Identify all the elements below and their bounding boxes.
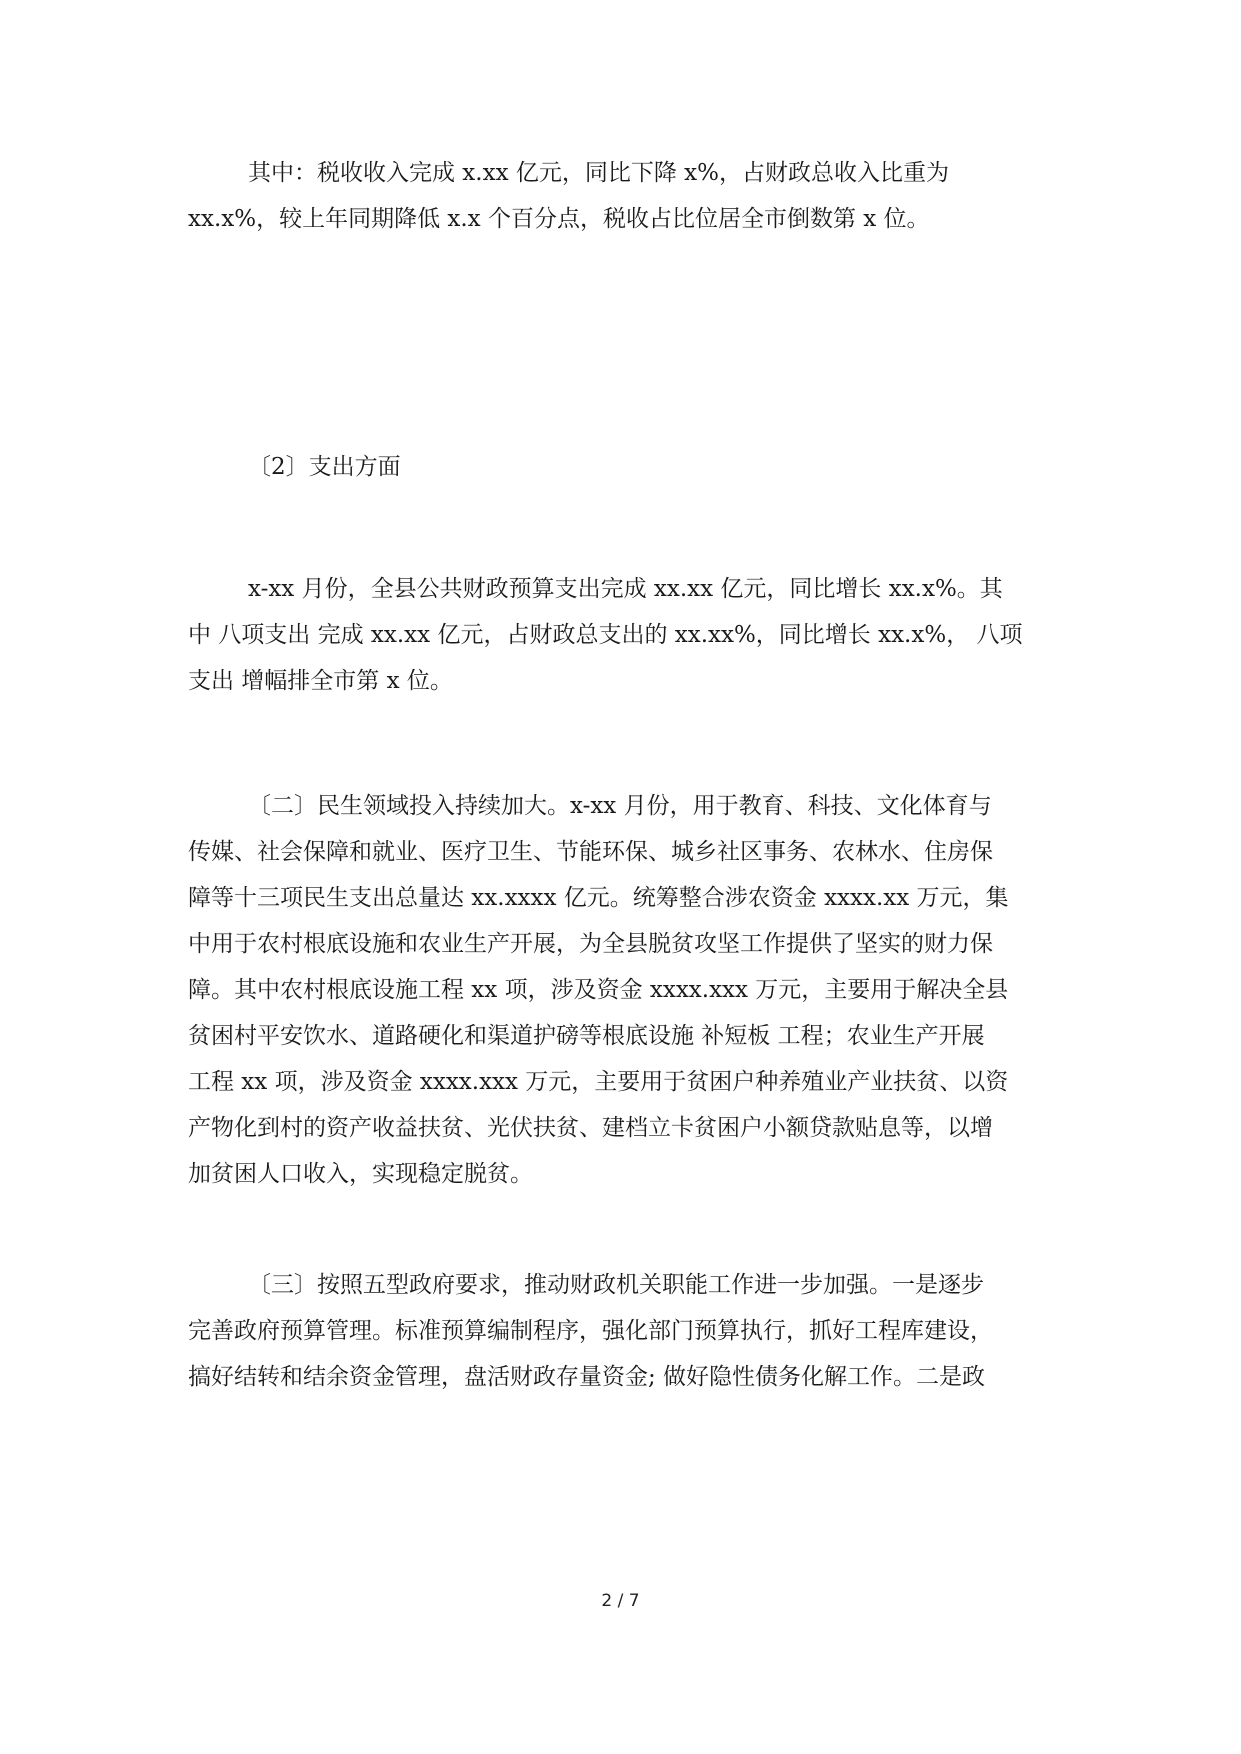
paragraph-government-function [188, 1262, 1054, 1400]
text-line: x-xx 月份，全县公共财政预算支出完成 xx.xx 亿元，同比增长 xx.x%。其 [248, 576, 1003, 602]
text-line: 支出 增幅排全市第 x 位。 [188, 668, 453, 694]
text-line: 加贫困人口收入，实现稳定脱贫。 [188, 1161, 533, 1187]
text-line: 搞好结转和结余资金管理，盘活财政存量资金; 做好隐性债务化解工作。二是政 [188, 1364, 986, 1390]
page-number: 2 / 7 [601, 1591, 640, 1611]
section-heading-expenditure: 〔2〕支出方面 [248, 454, 401, 480]
text-line: 贫困村平安饮水、道路硬化和渠道护磅等根底设施 补短板 工程；农业生产开展 [188, 1023, 985, 1049]
text-line: 障等十三项民生支出总量达 xx.xxxx 亿元。统筹整合涉农资金 xxxx.xx 万元，集 [188, 885, 1009, 911]
text-line: 其中：税收收入完成 x.xx 亿元，同比下降 x%，占财政总收入比重为 [248, 160, 949, 186]
text-line: 传媒、社会保障和就业、医疗卫生、节能环保、城乡社区事务、农林水、住房保 [188, 839, 993, 865]
paragraph-tax-revenue [188, 150, 1054, 242]
text-line: 完善政府预算管理。标准预算编制程序，强化部门预算执行，抓好工程库建设， [188, 1318, 993, 1344]
paragraph-expenditure [188, 566, 1054, 704]
text-line: xx.x%，较上年同期降低 x.x 个百分点，税收占比位居全市倒数第 x 位。 [188, 206, 930, 232]
text-line: 障。其中农村根底设施工程 xx 项，涉及资金 xxxx.xxx 万元，主要用于解决全县 [188, 977, 1009, 1003]
text-line: 〔三〕按照五型政府要求，推动财政机关职能工作进一步加强。一是逐步 [248, 1272, 984, 1298]
text-line: 工程 xx 项，涉及资金 xxxx.xxx 万元，主要用于贫困户种养殖业产业扶贫、以资 [188, 1069, 1009, 1095]
paragraph-livelihood-investment [188, 783, 1054, 1197]
text-line: 中 八项支出 完成 xx.xx 亿元，占财政总支出的 xx.xx%，同比增长 xx.x%， 八项 [188, 622, 1023, 648]
text-line: 产物化到村的资产收益扶贫、光伏扶贫、建档立卡贫困户小额贷款贴息等，以增 [188, 1115, 993, 1141]
text-line: 中用于农村根底设施和农业生产开展，为全县脱贫攻坚工作提供了坚实的财力保 [188, 931, 993, 957]
text-line: 〔二〕民生领域投入持续加大。x-xx 月份，用于教育、科技、文化体育与 [248, 793, 992, 819]
